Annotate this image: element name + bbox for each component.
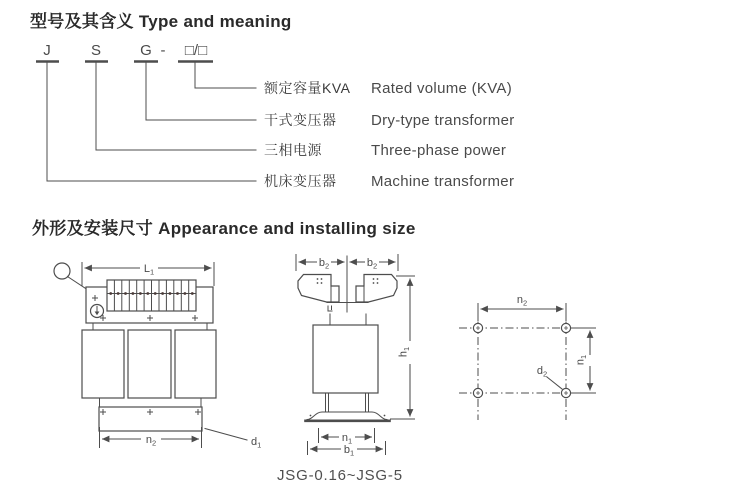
code-dash: - <box>160 42 166 59</box>
meaning-en-machine: Machine transformer <box>371 172 515 190</box>
terminal-screws <box>109 292 193 295</box>
type-code-connectors <box>36 62 256 182</box>
dim-label-b1: $b_1$ <box>343 444 355 458</box>
front-view-drawing <box>54 262 261 450</box>
dim-label-L1: $L_1$ <box>143 263 155 277</box>
terminal-block-right <box>356 275 397 303</box>
dim-label-b2-left: $b_2$ <box>318 257 330 271</box>
type-meaning-row <box>264 172 514 190</box>
model-range-caption: JSG-0.16~JSG-5 <box>277 467 403 484</box>
terminal-strip <box>107 280 196 311</box>
mounting-hole <box>561 323 570 332</box>
meaning-en-rated-volume: Rated volume (KVA) <box>371 79 513 97</box>
type-meaning-row <box>264 141 506 159</box>
section-title-type-meaning: 型号及其含义 Type and meaning <box>30 12 292 31</box>
meaning-zh-rated-volume: 额定容量KVA <box>264 80 351 96</box>
meaning-en-dry-type: Dry-type transformer <box>371 111 515 129</box>
side-view-drawing <box>296 254 415 458</box>
section-title-appearance-size: 外形及安装尺寸 Appearance and installing size <box>32 219 416 238</box>
type-meaning-row <box>264 79 512 97</box>
dim-label-n1-holes: $n_1$ <box>574 354 588 366</box>
dim-label-n1-side: $n_1$ <box>341 432 353 446</box>
meaning-zh-machine: 机床变压器 <box>264 173 337 189</box>
code-letter-j: J <box>43 42 51 59</box>
mounting-holes-drawing <box>459 294 596 420</box>
ground-screw-icon <box>91 305 104 318</box>
meaning-zh-dry-type: 干式变压器 <box>264 112 337 128</box>
mounting-hole <box>561 388 570 397</box>
mounting-hole <box>473 388 482 397</box>
dim-label-n2-holes: $n_2$ <box>516 294 528 308</box>
type-meaning-row <box>264 111 515 129</box>
dim-label-d1: $d_1$ <box>251 436 262 450</box>
code-letter-g: G <box>140 42 152 59</box>
mounting-hole <box>473 323 482 332</box>
dim-label-n2: $n_2$ <box>145 434 157 448</box>
callout-circle-icon <box>54 263 70 279</box>
meaning-en-three-phase: Three-phase power <box>371 141 507 159</box>
dim-label-h1: $h_1$ <box>397 346 411 358</box>
dim-label-d2: $d_2$ <box>536 365 548 379</box>
meaning-zh-three-phase: 三相电源 <box>264 142 322 158</box>
code-rating-boxes: □/□ <box>184 42 208 59</box>
terminal-block-left <box>298 275 339 303</box>
dim-label-b2-right: $b_2$ <box>366 257 378 271</box>
code-letter-s: S <box>90 42 101 59</box>
